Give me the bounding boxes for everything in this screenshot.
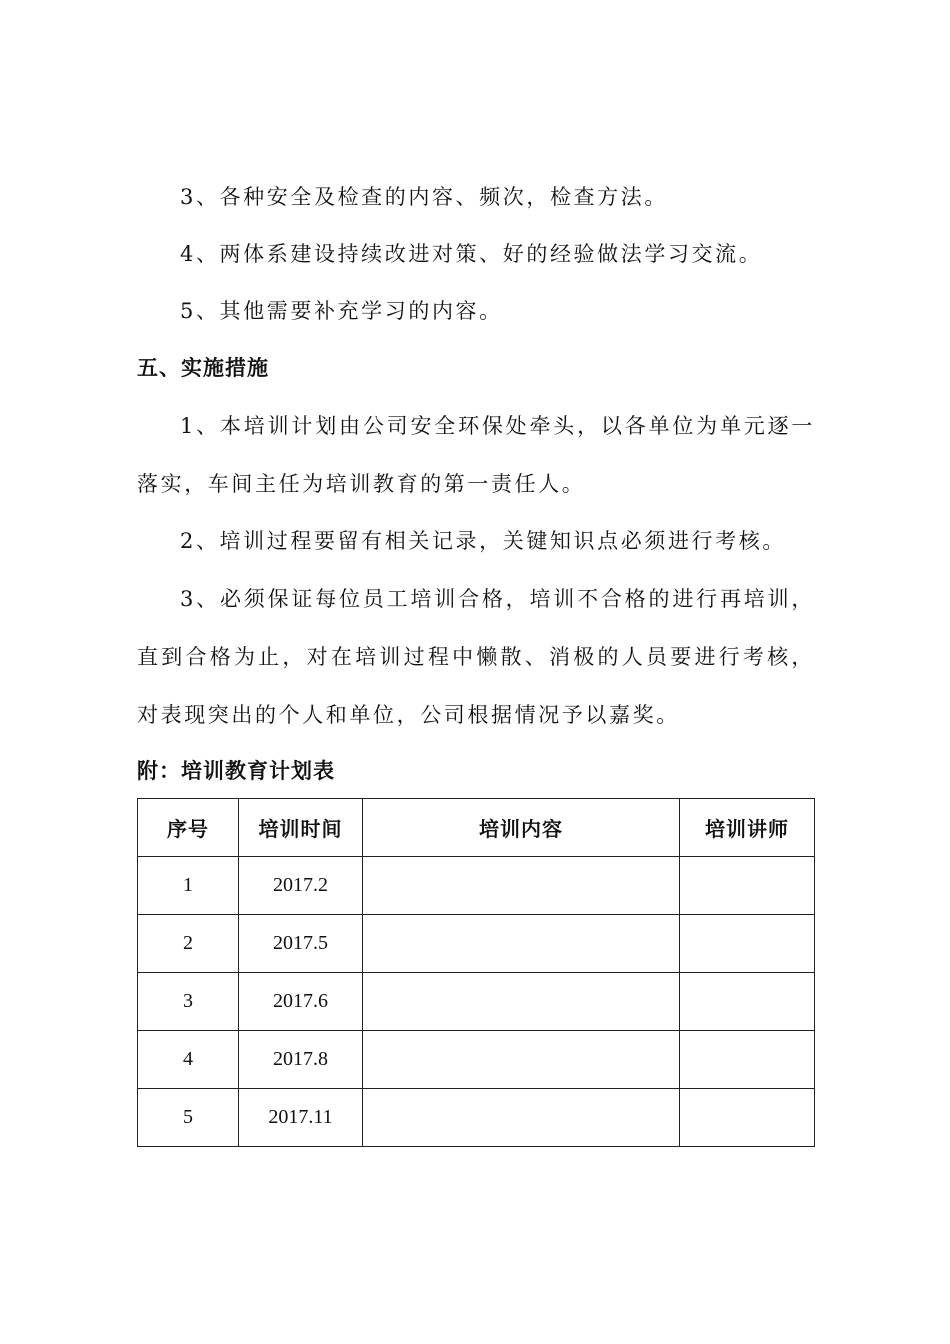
table-row: [138, 915, 815, 973]
table-row: [138, 973, 815, 1031]
measure-item-3: 3、必须保证每位员工培训合格，培训不合格的进行再培训，直到合格为止，对在培训过程中懒散、消极的人员要进行考核，对表现突出的个人和单位，公司根据情况予以嘉奖。: [137, 587, 815, 727]
cell-content: [363, 1031, 680, 1089]
cell-lecturer: [680, 915, 815, 973]
list-item-improvement: 4、两体系建设持续改进对策、好的经验做法学习交流。: [180, 242, 763, 266]
list-item-other: 5、其他需要补充学习的内容。: [180, 299, 503, 323]
cell-content: [363, 857, 680, 915]
table-row: [138, 857, 815, 915]
header-time: 培训时间: [239, 799, 363, 857]
table-row: [138, 1089, 815, 1147]
appendix-title: 附：培训教育计划表: [137, 758, 335, 783]
list-item-inspection: 3、各种安全及检查的内容、频次，检查方法。: [180, 185, 668, 209]
cell-time: 2017.11: [239, 1089, 363, 1147]
cell-lecturer: [680, 1031, 815, 1089]
table-row: [138, 1031, 815, 1089]
cell-lecturer: [680, 857, 815, 915]
cell-index: 1: [138, 857, 239, 915]
section-heading-measures: 五、实施措施: [137, 355, 269, 380]
cell-index: 3: [138, 973, 239, 1031]
header-index: 序号: [138, 799, 239, 857]
cell-index: 5: [138, 1089, 239, 1147]
cell-index: 4: [138, 1031, 239, 1089]
cell-time: 2017.8: [239, 1031, 363, 1089]
cell-time: 2017.2: [239, 857, 363, 915]
cell-time: 2017.5: [239, 915, 363, 973]
cell-content: [363, 973, 680, 1031]
header-lecturer: 培训讲师: [680, 799, 815, 857]
cell-lecturer: [680, 1089, 815, 1147]
header-content: 培训内容: [363, 799, 680, 857]
cell-index: 2: [138, 915, 239, 973]
cell-content: [363, 915, 680, 973]
cell-time: 2017.6: [239, 973, 363, 1031]
training-plan-table: [137, 798, 815, 1147]
measure-item-2: 2、培训过程要留有相关记录，关键知识点必须进行考核。: [180, 529, 786, 553]
table-header-row: [138, 799, 815, 857]
cell-lecturer: [680, 973, 815, 1031]
cell-content: [363, 1089, 680, 1147]
measure-item-1: 1、本培训计划由公司安全环保处牵头，以各单位为单元逐一落实，车间主任为培训教育的第一责任人。: [137, 414, 815, 496]
